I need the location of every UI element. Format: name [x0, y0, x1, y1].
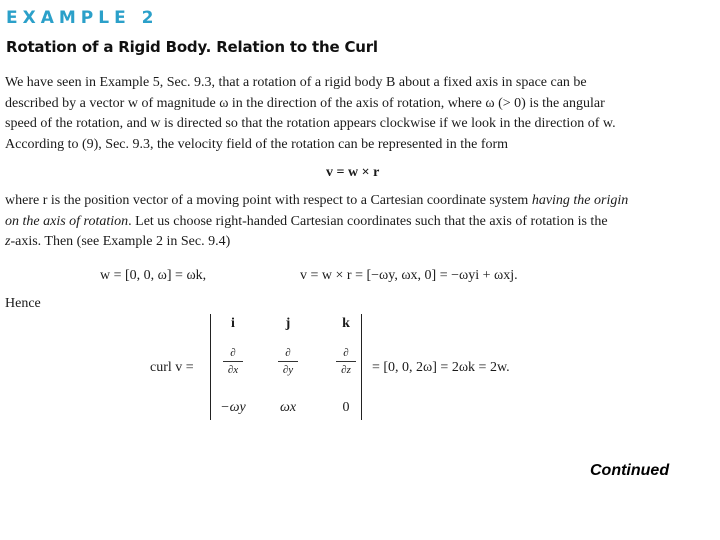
partial-y-num: ∂ — [285, 347, 291, 359]
det-partial-z — [326, 346, 366, 377]
coord-line-2-text: . Let us choose right-handed Cartesian coordinates such that the axis of rotation is the — [128, 213, 608, 229]
det-cell-i: i — [231, 316, 235, 331]
partial-x-den: ∂x — [227, 364, 239, 376]
w-vector-equation: w = [0, 0, ω] = ωk, — [100, 268, 207, 283]
coord-line-3 — [5, 232, 717, 253]
coord-line-3-text: -axis. Then (see Example 2 in Sec. 9.4) — [10, 234, 231, 249]
partial-z-den: ∂z — [341, 364, 351, 376]
coord-line-1-italic: having the origin — [531, 193, 629, 208]
intro-line-1: We have seen in Example 5, Sec. 9.3, that a rotation of a rigid body B about a fixed axis in space can be — [5, 75, 587, 90]
curl-lhs: curl v = — [150, 360, 194, 375]
intro-paragraph — [5, 73, 717, 155]
det-cell-k: k — [342, 316, 350, 331]
intro-line-3: speed of the rotation, and w is directed so that the rotation appears clockwise if we look in the direction of w. — [5, 116, 616, 131]
example-title: Rotation of a Rigid Body. Relation to the Curl — [6, 38, 378, 56]
intro-line-4: According to (9), Sec. 9.3, the velocity field of the rotation can be represented in the form — [5, 136, 509, 152]
v-expanded-equation: v = w × r = [−ωy, ωx, 0] = −ωyi + ωxj. — [300, 268, 518, 283]
intro-line-2: described by a vector w of magnitude ω in the direction of the axis of rotation, where ω (> 0) is the angular — [5, 95, 605, 111]
det-cell-wx: ωx — [279, 400, 297, 415]
det-cell-j: j — [285, 316, 291, 331]
coord-line-3-italic: z — [5, 234, 11, 249]
partial-x-num: ∂ — [230, 347, 236, 359]
det-partial-y — [268, 346, 308, 377]
coord-line-2 — [5, 212, 717, 233]
velocity-equation: v = w × r — [326, 165, 380, 180]
partial-y-den: ∂y — [282, 364, 294, 376]
example-label: EXAMPLE 2 — [6, 8, 159, 28]
det-cell-neg-wy: −ωy — [220, 400, 246, 415]
det-cell-zero: 0 — [342, 400, 350, 415]
continued-label: Continued — [590, 462, 670, 479]
partial-z-num: ∂ — [343, 347, 349, 359]
coord-line-1 — [5, 191, 717, 212]
coord-line-2-italic: on the axis of rotation — [5, 213, 129, 229]
hence-label: Hence — [5, 296, 41, 311]
curl-determinant — [210, 314, 362, 420]
curl-rhs: = [0, 0, 2ω] = 2ωk = 2w. — [372, 360, 510, 375]
det-partial-x — [213, 346, 253, 377]
coord-line-1-text: where r is the position vector of a moving point with respect to a Cartesian coordinate system — [5, 193, 532, 208]
coordinate-paragraph — [5, 191, 717, 253]
